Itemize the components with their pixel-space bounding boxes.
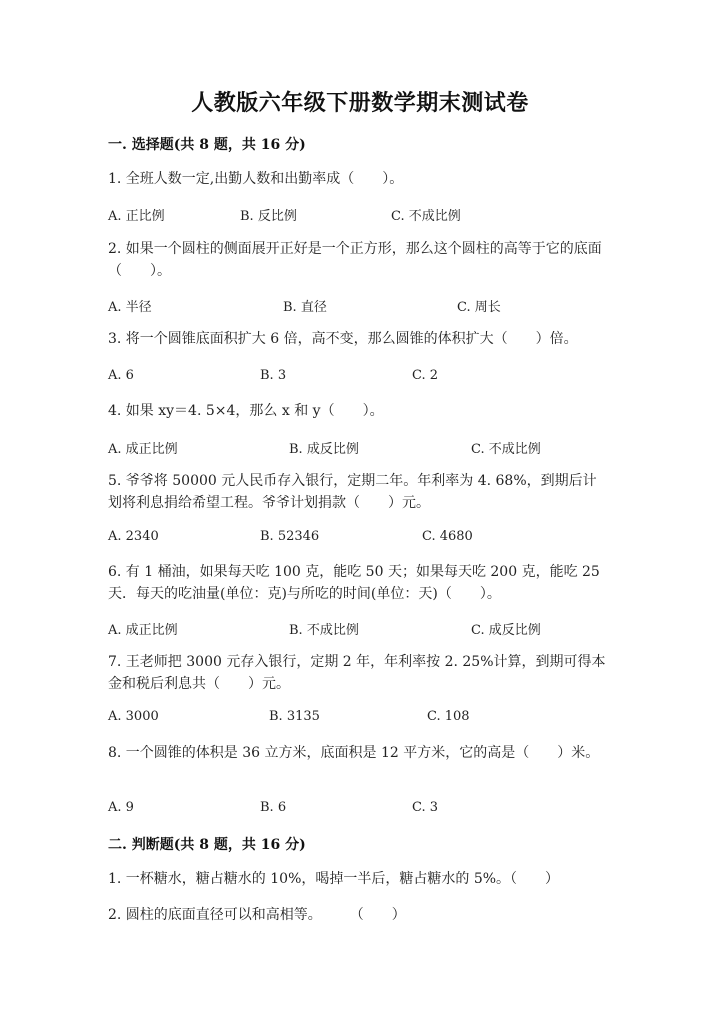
q7-option-a: A. 3000 (108, 709, 159, 724)
question-8: 8. 一个圆锥的体积是 36 立方米，底面积是 12 平方米，它的高是（ ）米。 (108, 745, 600, 761)
q1-option-b: B. 反比例 (240, 209, 297, 224)
section-heading-choice: 一. 选择题(共 8 题，共 16 分) (108, 137, 306, 153)
q4-option-b: B. 成反比例 (289, 442, 359, 457)
page-title: 人教版六年级下册数学期末测试卷 (191, 90, 529, 116)
question-3: 3. 将一个圆锥底面积扩大 6 倍，高不变，那么圆锥的体积扩大（ ）倍。 (108, 331, 578, 347)
question-5: 5. 爷爷将 50000 元人民币存入银行，定期二年。年利率为 4. 68%，到期后计划将利息捐给希望工程。爷爷计划捐款（ ）元。 (108, 473, 597, 511)
q1-option-a: A. 正比例 (108, 209, 165, 224)
q5-option-c: C. 4680 (422, 529, 473, 544)
q5-option-a: A. 2340 (108, 529, 159, 544)
q6-option-b: B. 不成比例 (289, 623, 359, 638)
judge-question-2: 2. 圆柱的底面直径可以和高相等。 （ ） (108, 907, 406, 923)
q8-option-c: C. 3 (412, 800, 439, 815)
q3-option-b: B. 3 (260, 368, 287, 383)
question-6: 6. 有 1 桶油，如果每天吃 100 克，能吃 50 天；如果每天吃 200 克，能吃 25 天．每天的吃油量(单位：克)与所吃的时间(单位：天)（ ）。 (108, 564, 600, 602)
q2-option-a: A. 半径 (108, 300, 152, 315)
q3-option-c: C. 2 (412, 368, 439, 383)
q7-option-c: C. 108 (427, 709, 470, 724)
q6-option-c: C. 成反比例 (471, 623, 541, 638)
question-7: 7. 王老师把 3000 元存入银行，定期 2 年，年利率按 2. 25%计算，到期可得本金和税后利息共（ ）元。 (108, 654, 606, 692)
q8-option-b: B. 6 (260, 800, 287, 815)
q2-option-c: C. 周长 (457, 300, 501, 315)
q1-option-c: C. 不成比例 (391, 209, 461, 224)
question-2: 2. 如果一个圆柱的侧面展开正好是一个正方形，那么这个圆柱的高等于它的底面（ ）。 (108, 241, 602, 279)
q5-option-b: B. 52346 (260, 529, 320, 544)
q7-option-b: B. 3135 (269, 709, 320, 724)
q6-option-a: A. 成正比例 (108, 623, 178, 638)
q4-option-c: C. 不成比例 (471, 442, 541, 457)
section-heading-judge: 二. 判断题(共 8 题，共 16 分) (108, 837, 306, 853)
q3-option-a: A. 6 (108, 368, 134, 383)
q8-option-a: A. 9 (108, 800, 134, 815)
q2-option-b: B. 直径 (283, 300, 327, 315)
question-1: 1. 全班人数一定,出勤人数和出勤率成（ ）。 (108, 171, 404, 187)
q4-option-a: A. 成正比例 (108, 442, 178, 457)
judge-question-1: 1. 一杯糖水，糖占糖水的 10%，喝掉一半后，糖占糖水的 5%。（ ） (108, 871, 560, 887)
question-4: 4. 如果 xy＝4. 5×4，那么 x 和 y（ ）。 (108, 403, 384, 419)
